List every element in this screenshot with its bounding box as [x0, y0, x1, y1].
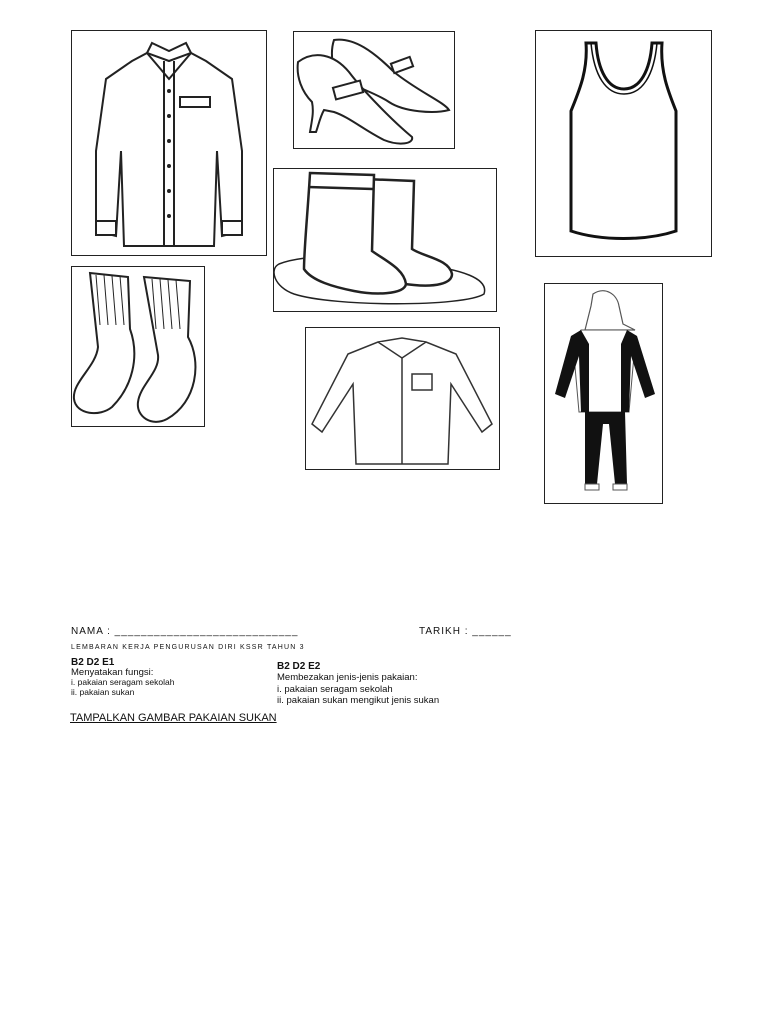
long-sleeve-shirt-icon: [72, 31, 266, 255]
worksheet-title: LEMBARAN KERJA PENGURUSAN DIRI KSSR TAHUN 3: [71, 644, 305, 651]
sports-attire-image: [544, 283, 663, 504]
socks-icon: [72, 267, 204, 426]
objective-e2-code: B2 D2 E2: [277, 661, 321, 672]
singlet-icon: [536, 31, 711, 256]
objective-e1-code: B2 D2 E1: [71, 657, 115, 668]
objective-e1-intro: Menyatakan fungsi:: [71, 667, 154, 678]
sports-attire-icon: [545, 284, 662, 503]
casual-shirt-image: [305, 327, 500, 470]
rain-boots-image: [273, 168, 497, 312]
objective-e2-intro: Membezakan jenis-jenis pakaian:: [277, 672, 418, 683]
paste-instruction: TAMPALKAN GAMBAR PAKAIAN SUKAN: [70, 712, 277, 724]
socks-image: [71, 266, 205, 427]
date-field-label: TARIKH : ______: [419, 626, 512, 637]
objective-e1-item1: i. pakaian seragam sekolah: [71, 677, 175, 687]
singlet-image: [535, 30, 712, 257]
name-field-label: NAMA : ____________________________: [71, 626, 299, 637]
long-sleeve-shirt-image: [71, 30, 267, 256]
objective-e2-item1: i. pakaian seragam sekolah: [277, 684, 393, 695]
casual-shirt-icon: [306, 328, 499, 469]
rain-boots-icon: [274, 169, 496, 311]
objective-e2-item2: ii. pakaian sukan mengikut jenis sukan: [277, 695, 440, 706]
objective-e1-item2: ii. pakaian sukan: [71, 687, 135, 697]
dress-shoes-icon: [294, 32, 454, 148]
dress-shoes-image: [293, 31, 455, 149]
